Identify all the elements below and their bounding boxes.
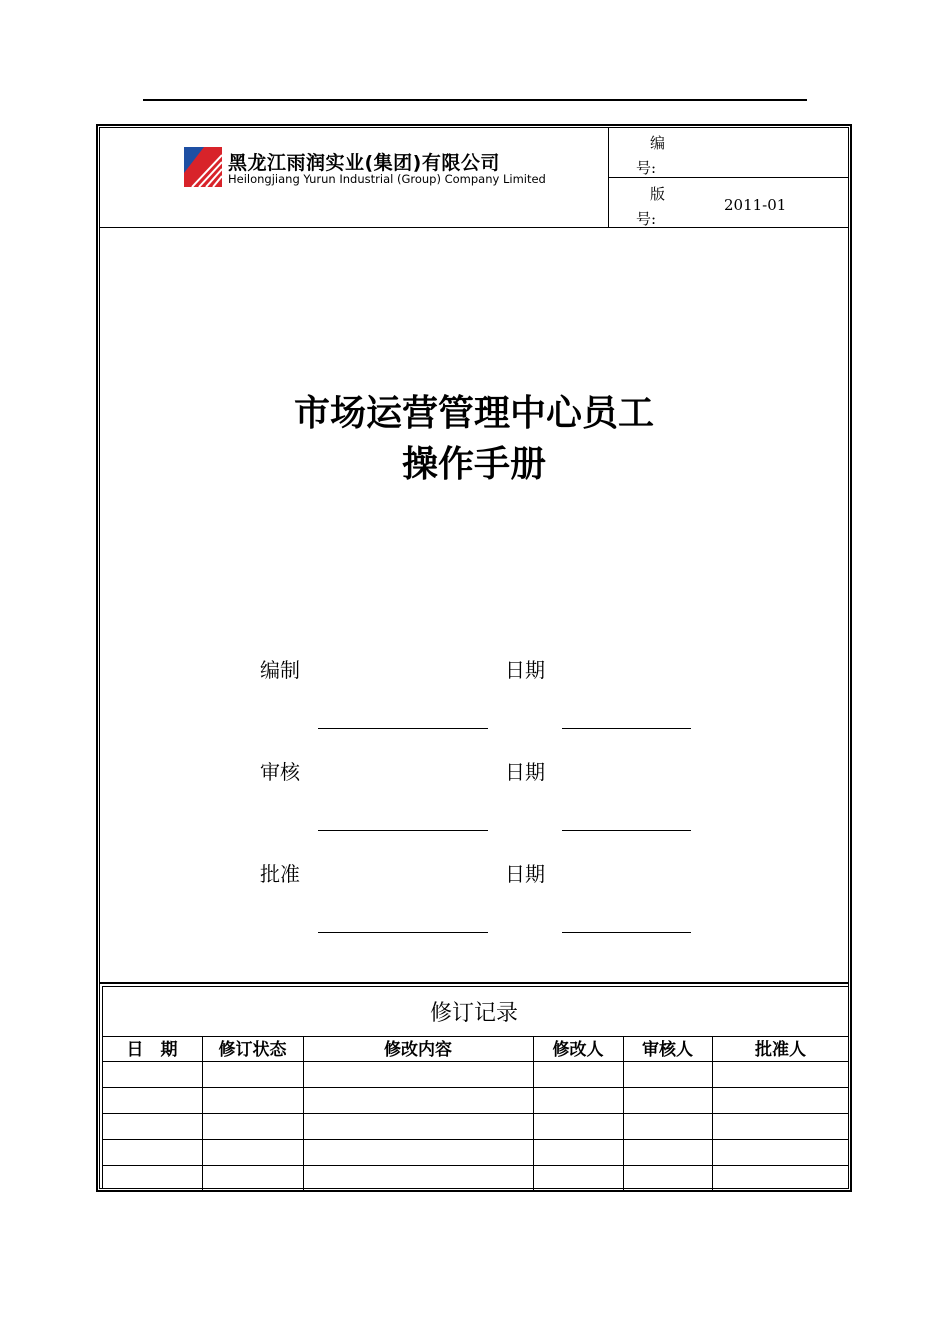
revision-column-header: 修改内容 bbox=[384, 1040, 452, 1060]
review-date-label: 日期 bbox=[505, 760, 545, 784]
approve-signature-line[interactable] bbox=[318, 932, 488, 933]
document-frame-inner bbox=[99, 127, 849, 1189]
revision-table-cell[interactable] bbox=[712, 1140, 849, 1165]
revision-table-cell[interactable] bbox=[303, 1062, 533, 1087]
revision-title: 修订记录 bbox=[429, 1001, 518, 1026]
revision-table-cell[interactable] bbox=[623, 1114, 712, 1139]
revision-divider-top bbox=[99, 982, 849, 984]
approve-date-label: 日期 bbox=[505, 862, 545, 886]
revision-table-cell[interactable] bbox=[533, 1140, 623, 1165]
review-date-line[interactable] bbox=[562, 830, 691, 831]
compile-signature-line[interactable] bbox=[318, 728, 488, 729]
approve-label: 批准 bbox=[260, 862, 300, 886]
revision-table-cell[interactable] bbox=[202, 1140, 303, 1165]
revision-table-cell[interactable] bbox=[533, 1114, 623, 1139]
revision-table-cell[interactable] bbox=[102, 1140, 202, 1165]
version-value: 2011-01 bbox=[724, 196, 787, 214]
number-label-bottom: 号: bbox=[636, 159, 657, 177]
revision-table-cell[interactable] bbox=[102, 1166, 202, 1190]
revision-table-cell[interactable] bbox=[623, 1140, 712, 1165]
header-divider-bottom bbox=[99, 227, 849, 228]
revision-table-cell[interactable] bbox=[623, 1166, 712, 1190]
company-logo-icon bbox=[184, 147, 222, 187]
revision-table-cell[interactable] bbox=[102, 1088, 202, 1113]
revision-column-header: 修改人 bbox=[552, 1040, 604, 1060]
revision-table-cell[interactable] bbox=[712, 1166, 849, 1190]
revision-divider-inner bbox=[102, 986, 849, 987]
revision-table-cell[interactable] bbox=[202, 1114, 303, 1139]
document-title-line1: 市场运营管理中心员工 bbox=[293, 392, 654, 434]
revision-column-header: 修订状态 bbox=[218, 1040, 287, 1060]
revision-table-cell[interactable] bbox=[712, 1088, 849, 1113]
revision-header-top-line bbox=[102, 1036, 849, 1037]
compile-date-label: 日期 bbox=[505, 658, 545, 682]
version-label-top: 版 bbox=[650, 185, 666, 203]
revision-table-cell[interactable] bbox=[102, 1114, 202, 1139]
revision-table-cell[interactable] bbox=[533, 1062, 623, 1087]
revision-table-cell[interactable] bbox=[202, 1062, 303, 1087]
revision-table-cell[interactable] bbox=[623, 1062, 712, 1087]
revision-table-cell[interactable] bbox=[102, 1062, 202, 1087]
revision-column-header: 日 期 bbox=[126, 1040, 178, 1060]
revision-table-cell[interactable] bbox=[303, 1088, 533, 1113]
revision-row-divider bbox=[102, 1190, 849, 1191]
compile-label: 编制 bbox=[260, 658, 300, 682]
revision-table-cell[interactable] bbox=[623, 1088, 712, 1113]
review-signature-line[interactable] bbox=[318, 830, 488, 831]
revision-table-cell[interactable] bbox=[303, 1114, 533, 1139]
revision-table-cell[interactable] bbox=[303, 1166, 533, 1190]
company-name-en: Heilongjiang Yurun Industrial (Group) Company Limited bbox=[228, 172, 546, 186]
compile-date-line[interactable] bbox=[562, 728, 691, 729]
revision-table-cell[interactable] bbox=[533, 1088, 623, 1113]
revision-table-cell[interactable] bbox=[712, 1114, 849, 1139]
revision-column-header: 批准人 bbox=[755, 1040, 806, 1060]
revision-table-cell[interactable] bbox=[202, 1088, 303, 1113]
revision-table-cell[interactable] bbox=[202, 1166, 303, 1190]
number-label-top: 编 bbox=[650, 134, 666, 152]
company-name-cn: 黑龙江雨润实业(集团)有限公司 bbox=[228, 152, 500, 174]
revision-column-header: 审核人 bbox=[642, 1040, 693, 1060]
revision-table-cell[interactable] bbox=[712, 1062, 849, 1087]
approve-date-line[interactable] bbox=[562, 932, 691, 933]
revision-table-cell[interactable] bbox=[533, 1166, 623, 1190]
review-label: 审核 bbox=[260, 760, 300, 784]
logo bbox=[184, 147, 222, 187]
top-rule bbox=[143, 99, 807, 101]
version-label-bottom: 号: bbox=[636, 210, 657, 228]
revision-table-cell[interactable] bbox=[303, 1140, 533, 1165]
document-title-line2: 操作手册 bbox=[401, 443, 546, 485]
